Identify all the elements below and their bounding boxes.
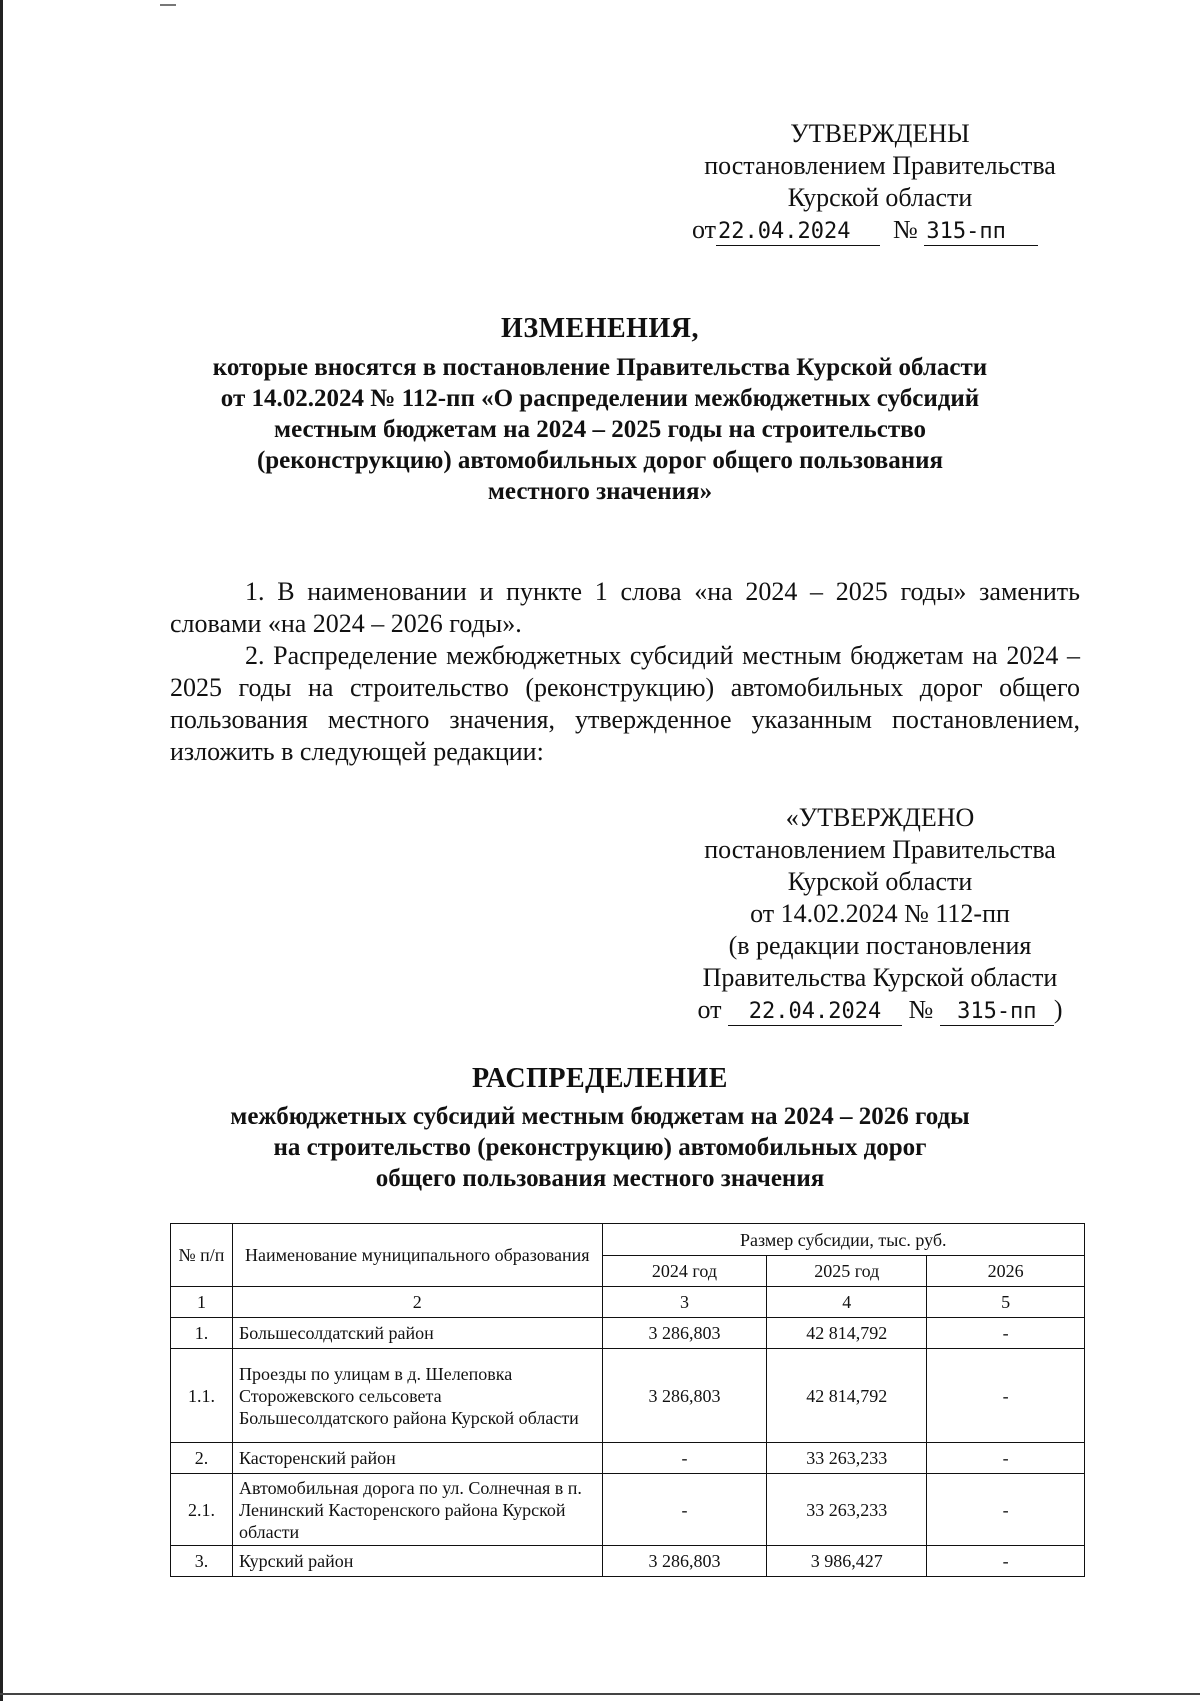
distribution-subtitle-line: межбюджетных субсидий местным бюджетам на 2024 – 2026 годы — [230, 1103, 970, 1130]
scan-edge-bottom — [0, 1693, 1200, 1695]
subsidy-table — [170, 1223, 1085, 1577]
approval-block — [660, 118, 1100, 246]
changes-subtitle-line: которые вносятся в постановление Правительства Курской области — [212, 354, 988, 381]
changes-subtitle — [150, 352, 1050, 507]
column-number: 4 — [767, 1287, 927, 1318]
row-2026: - — [927, 1474, 1085, 1546]
column-number: 3 — [602, 1287, 767, 1318]
column-number: 2 — [232, 1287, 602, 1318]
table-row — [171, 1349, 1085, 1443]
row-2025: 3 986,427 — [767, 1546, 927, 1577]
row-name: Проезды по улицам в д. Шелеповка Сторожевского сельсовета Большесолдатского района Курской области — [232, 1349, 602, 1443]
approval2-line-4: (в редакции постановления — [728, 931, 1032, 960]
approval-line-2: Курской области — [787, 183, 973, 212]
row-num: 3. — [171, 1546, 233, 1577]
header-num: № п/п — [171, 1224, 233, 1287]
approval2-date: 22.04.2024 — [728, 999, 902, 1026]
distribution-subtitle-line: общего пользования местного значения — [375, 1165, 825, 1192]
table-row — [171, 1546, 1085, 1577]
row-num: 1.1. — [171, 1349, 233, 1443]
approval2-line-2: Курской области — [787, 867, 973, 896]
approval2-line-1: постановлением Правительства — [704, 835, 1056, 864]
approval-block-2 — [650, 802, 1110, 1026]
row-2024: 3 286,803 — [602, 1546, 767, 1577]
row-num: 1. — [171, 1318, 233, 1349]
distribution-subtitle-line: на строительство (реконструкцию) автомобильных дорог — [273, 1134, 927, 1161]
row-2025: 42 814,792 — [767, 1349, 927, 1443]
row-name: Большесолдатский район — [232, 1318, 602, 1349]
column-number: 5 — [927, 1287, 1085, 1318]
approval-line-1: постановлением Правительства — [704, 151, 1056, 180]
changes-subtitle-line: от 14.02.2024 № 112-пп «О распределении межбюджетных субсидий — [220, 385, 980, 412]
approval2-date-prefix: от — [697, 995, 722, 1024]
row-2025: 42 814,792 — [767, 1318, 927, 1349]
scan-mark — [160, 4, 176, 6]
changes-subtitle-line: местным бюджетам на 2024 – 2025 годы на строительство — [274, 416, 926, 443]
approval-title: УТВЕРЖДЕНЫ — [790, 119, 970, 148]
row-name: Курский район — [232, 1546, 602, 1577]
changes-subtitle-line: местного значения» — [487, 478, 713, 505]
row-2025: 33 263,233 — [767, 1443, 927, 1474]
header-2025: 2025 год — [767, 1256, 927, 1287]
row-name: Касторенский район — [232, 1443, 602, 1474]
row-2026: - — [927, 1546, 1085, 1577]
row-2024: - — [602, 1443, 767, 1474]
paragraph-2: 2. Распределение межбюджетных субсидий местным бюджетам на 2024 – 2025 годы на строительство (реконструкцию) автомобильных дорог общего пользования местного значения, утвержденное указанным постановлением, изложить в следующей редакции: — [170, 641, 1080, 766]
table-row — [171, 1443, 1085, 1474]
row-num: 2. — [171, 1443, 233, 1474]
approval2-date-row — [650, 994, 1110, 1026]
row-num: 2.1. — [171, 1474, 233, 1546]
row-2025: 33 263,233 — [767, 1474, 927, 1546]
approval2-line-3: от 14.02.2024 № 112-пп — [750, 899, 1010, 928]
header-amount: Размер субсидии, тыс. руб. — [602, 1224, 1084, 1256]
row-2024: 3 286,803 — [602, 1349, 767, 1443]
header-2026: 2026 — [927, 1256, 1085, 1287]
row-2024: - — [602, 1474, 767, 1546]
approval-date-row — [660, 214, 1100, 246]
row-2026: - — [927, 1443, 1085, 1474]
approval-number: 315-пп — [924, 219, 1038, 246]
paragraph-1: 1. В наименовании и пункте 1 слова «на 2024 – 2025 годы» заменить словами «на 2024 – 2026 годы». — [170, 577, 1080, 638]
approval2-line-5: Правительства Курской области — [702, 963, 1058, 992]
approval-number-prefix: № — [893, 215, 918, 244]
table-row — [171, 1474, 1085, 1546]
approval-date-prefix: от — [692, 215, 717, 244]
header-2024: 2024 год — [602, 1256, 767, 1287]
approval2-number-prefix: № — [908, 995, 934, 1024]
row-2026: - — [927, 1349, 1085, 1443]
distribution-subtitle — [150, 1101, 1050, 1194]
changes-subtitle-line: (реконструкцию) автомобильных дорог общего пользования — [256, 447, 944, 474]
approval2-close-paren: ) — [1053, 995, 1063, 1024]
approval2-title: «УТВЕРЖДЕНО — [785, 803, 975, 832]
row-name: Автомобильная дорога по ул. Солнечная в п. Ленинский Касторенского района Курской области — [232, 1474, 602, 1546]
row-2026: - — [927, 1318, 1085, 1349]
distribution-title: РАСПРЕДЕЛЕНИЕ — [472, 1063, 728, 1094]
header-name: Наименование муниципального образования — [232, 1224, 602, 1287]
row-2024: 3 286,803 — [602, 1318, 767, 1349]
changes-title: ИЗМЕНЕНИЯ, — [501, 313, 699, 344]
column-number: 1 — [171, 1287, 233, 1318]
scan-edge-left — [0, 0, 3, 1701]
table-row — [171, 1318, 1085, 1349]
approval-date: 22.04.2024 — [716, 219, 880, 246]
body-text — [170, 576, 1080, 768]
approval2-number: 315-пп — [940, 999, 1054, 1026]
